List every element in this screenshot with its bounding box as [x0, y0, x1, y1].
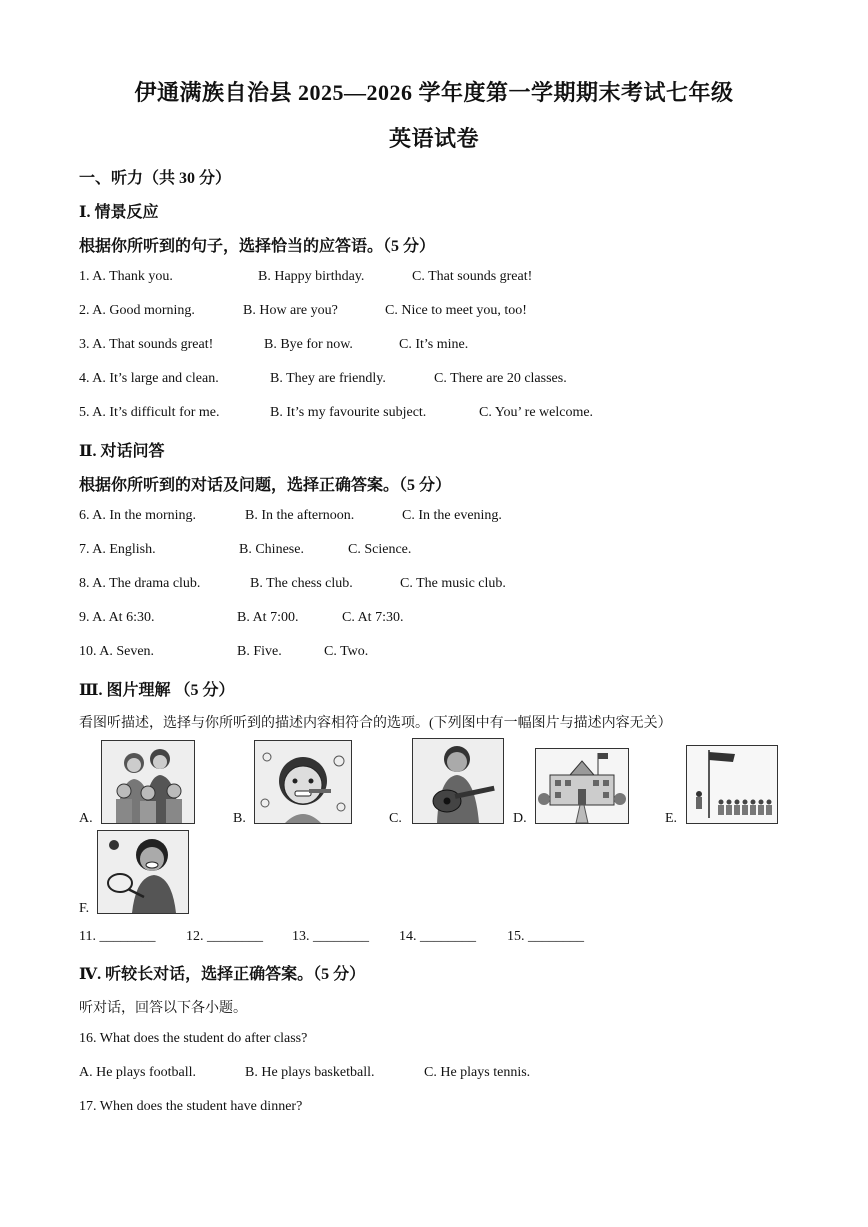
option-a: 2. A. Good morning. — [79, 303, 195, 318]
option-a: 3. A. That sounds great! — [79, 337, 214, 352]
option-b: B. Chinese. — [239, 542, 304, 557]
option-c: C. There are 20 classes. — [434, 371, 567, 386]
option-c: C. Nice to meet you, too! — [385, 303, 527, 318]
option-b: B. Happy birthday. — [258, 269, 365, 284]
option-b: B. At 7:00. — [237, 610, 299, 625]
option-c: C. He plays tennis. — [424, 1065, 531, 1080]
option-a: 9. A. At 6:30. — [79, 610, 155, 625]
option-b: B. He plays basketball. — [245, 1065, 375, 1080]
school-building-picture — [535, 748, 629, 824]
picture-label-a: A. — [79, 811, 93, 826]
question-17: 17. When does the student have dinner? — [79, 1099, 303, 1114]
answer-blank-14[interactable]: 14. ________ — [399, 929, 476, 944]
option-c: C. In the evening. — [402, 508, 502, 523]
sec4-instruction: 听对话，回答以下各小题。 — [79, 1001, 247, 1016]
option-a: 10. A. Seven. — [79, 644, 155, 659]
picture-label-d: D. — [513, 811, 527, 826]
option-b: B. How are you? — [243, 303, 338, 318]
answer-blank-12[interactable]: 12. ________ — [186, 929, 263, 944]
option-a: A. He plays football. — [79, 1065, 197, 1080]
girl-brushing-teeth-picture — [254, 740, 352, 824]
option-c: C. Two. — [324, 644, 369, 659]
option-a: 1. A. Thank you. — [79, 269, 173, 284]
sec1-instruction: 根据你所听到的句子，选择恰当的应答语。（5 分） — [79, 238, 436, 255]
exam-title-line1: 伊通满族自治县 2025—2026 学年度第一学期期末考试七年级 — [134, 80, 734, 105]
option-c: C. At 7:30. — [342, 610, 404, 625]
option-a: 5. A. It’s difficult for me. — [79, 405, 220, 420]
option-c: C. That sounds great! — [412, 269, 533, 284]
option-c: C. You’ re welcome. — [479, 405, 594, 420]
option-b: B. Five. — [237, 644, 282, 659]
option-c: C. Science. — [348, 542, 412, 557]
question-16: 16. What does the student do after class? — [79, 1031, 308, 1046]
picture-label-f: F. — [79, 901, 90, 916]
sec4-heading: Ⅳ. 听较长对话，选择正确答案。（5 分） — [79, 966, 366, 983]
option-a: 7. A. English. — [79, 542, 156, 557]
option-c: C. It’s mine. — [399, 337, 469, 352]
answer-blank-13[interactable]: 13. ________ — [292, 929, 369, 944]
option-c: C. The music club. — [400, 576, 506, 591]
boy-playing-tennis-picture — [97, 830, 189, 914]
sec2-heading: Ⅱ. 对话问答 — [79, 443, 165, 460]
option-b: B. In the afternoon. — [245, 508, 355, 523]
option-b: B. Bye for now. — [264, 337, 353, 352]
option-a: 4. A. It’s large and clean. — [79, 371, 219, 386]
part1-heading: 一、听力（共 30 分） — [79, 170, 232, 187]
picture-label-e: E. — [665, 811, 678, 826]
option-a: 8. A. The drama club. — [79, 576, 201, 591]
flag-raising-picture — [686, 745, 778, 824]
sec3-instruction: 看图听描述，选择与你所听到的描述内容相符合的选项。(下列图中有一幅图片与描述内容无关） — [79, 716, 672, 731]
exam-title-line2: 英语试卷 — [388, 126, 479, 151]
sec1-heading: Ⅰ. 情景反应 — [79, 204, 159, 221]
picture-label-c: C. — [389, 811, 402, 826]
answer-blank-15[interactable]: 15. ________ — [507, 929, 584, 944]
option-b: B. It’s my favourite subject. — [270, 405, 427, 420]
sec3-heading: Ⅲ. 图片理解 （5 分） — [79, 682, 235, 699]
picture-label-b: B. — [233, 811, 246, 826]
family-picture — [101, 740, 195, 824]
option-b: B. They are friendly. — [270, 371, 386, 386]
option-a: 6. A. In the morning. — [79, 508, 197, 523]
sec2-instruction: 根据你所听到的对话及问题，选择正确答案。（5 分） — [79, 477, 452, 494]
answer-blank-11[interactable]: 11. ________ — [79, 929, 156, 944]
boy-playing-guitar-picture — [412, 738, 504, 824]
option-b: B. The chess club. — [250, 576, 353, 591]
